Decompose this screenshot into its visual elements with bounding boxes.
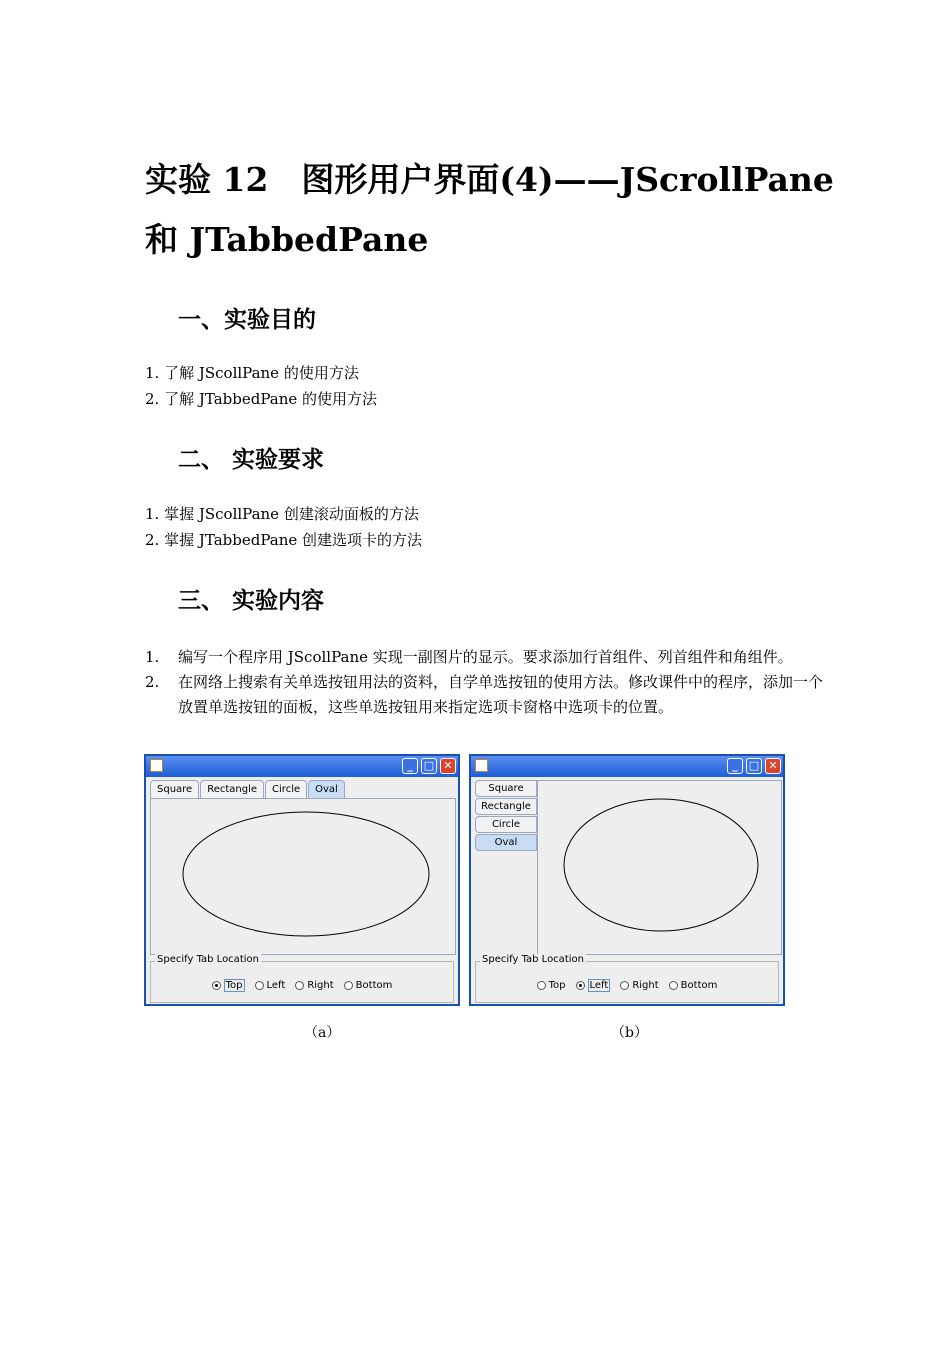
tab-square[interactable]: Square bbox=[150, 780, 199, 798]
list-item: 1. 了解 JScollPane 的使用方法 bbox=[145, 364, 359, 382]
radio-label: Top bbox=[225, 980, 243, 991]
content-list bbox=[145, 645, 825, 720]
tab-location-group bbox=[475, 954, 779, 1003]
tab-rectangle[interactable]: Rectangle bbox=[475, 798, 537, 815]
tab-strip bbox=[475, 780, 537, 852]
item-text: 在网络上搜索有关单选按钮用法的资料，自学单选按钮的使用方法。修改课件中的程序，添加一个放置单选按钮的面板，这些单选按钮用来指定选项卡窗格中选项卡的位置。 bbox=[178, 673, 824, 716]
list-item bbox=[145, 645, 825, 670]
figure-b-caption: （b） bbox=[611, 1025, 648, 1041]
oval-canvas bbox=[151, 799, 455, 954]
tab-content-panel bbox=[537, 780, 782, 955]
tab-rectangle[interactable]: Rectangle bbox=[200, 780, 264, 798]
tab-strip bbox=[150, 780, 346, 798]
document-title bbox=[145, 150, 835, 270]
radio-label: Right bbox=[632, 980, 659, 991]
tab-content-panel bbox=[150, 798, 456, 955]
radio-label: Left bbox=[589, 980, 609, 991]
radio-group bbox=[476, 979, 778, 992]
oval-canvas bbox=[538, 781, 781, 954]
window-titlebar bbox=[146, 756, 458, 777]
radio-bottom[interactable] bbox=[669, 979, 718, 992]
section-heading-content: 三、 实验内容 bbox=[178, 588, 325, 614]
close-button[interactable]: ✕ bbox=[765, 758, 781, 774]
radio-label: Left bbox=[266, 980, 286, 991]
radio-dot[interactable] bbox=[537, 981, 546, 990]
list-item: 2. 了解 JTabbedPane 的使用方法 bbox=[145, 390, 377, 408]
radio-dot[interactable] bbox=[620, 981, 629, 990]
java-app-icon bbox=[475, 759, 488, 772]
tab-location-group bbox=[150, 954, 454, 1003]
list-item: 2. 掌握 JTabbedPane 创建选项卡的方法 bbox=[145, 531, 422, 549]
radio-left[interactable] bbox=[576, 979, 611, 992]
requirements-list bbox=[145, 501, 422, 553]
close-button[interactable]: ✕ bbox=[440, 758, 456, 774]
tab-oval[interactable]: Oval bbox=[308, 780, 345, 798]
radio-dot[interactable] bbox=[669, 981, 678, 990]
radio-dot[interactable] bbox=[255, 981, 264, 990]
tab-circle[interactable]: Circle bbox=[265, 780, 307, 798]
purpose-list bbox=[145, 360, 377, 412]
title-line-2: 和 JTabbedPane bbox=[145, 220, 429, 259]
radio-bottom[interactable] bbox=[344, 979, 393, 992]
window-titlebar bbox=[471, 756, 783, 777]
radio-label: Right bbox=[307, 980, 334, 991]
figure-a-caption: （a） bbox=[304, 1025, 341, 1041]
radio-top[interactable] bbox=[212, 979, 245, 992]
radio-dot[interactable] bbox=[295, 981, 304, 990]
maximize-button[interactable]: □ bbox=[421, 758, 437, 774]
oval-shape bbox=[564, 799, 758, 931]
item-text: 编写一个程序用 JScollPane 实现一副图片的显示。要求添加行首组件、列首组件和角组件。 bbox=[178, 648, 793, 666]
radio-left[interactable] bbox=[255, 979, 286, 992]
radio-dot[interactable] bbox=[344, 981, 353, 990]
tab-square[interactable]: Square bbox=[475, 780, 537, 797]
list-item: 1. 掌握 JScollPane 创建滚动面板的方法 bbox=[145, 505, 419, 523]
radio-label: Top bbox=[548, 980, 566, 991]
tab-oval[interactable]: Oval bbox=[475, 834, 537, 851]
java-app-icon bbox=[150, 759, 163, 772]
minimize-button[interactable]: _ bbox=[402, 758, 418, 774]
radio-top[interactable] bbox=[537, 979, 566, 992]
radio-right[interactable] bbox=[295, 979, 333, 992]
group-label: Specify Tab Location bbox=[157, 954, 259, 965]
figure-a-window bbox=[144, 754, 460, 1006]
radio-dot[interactable] bbox=[576, 981, 585, 990]
section-heading-purpose: 一、实验目的 bbox=[178, 307, 316, 333]
minimize-button[interactable]: _ bbox=[727, 758, 743, 774]
figure-b-window bbox=[469, 754, 785, 1006]
item-number: 1. bbox=[145, 648, 160, 666]
radio-dot[interactable] bbox=[212, 981, 221, 990]
tab-circle[interactable]: Circle bbox=[475, 816, 537, 833]
oval-shape bbox=[183, 812, 429, 936]
maximize-button[interactable]: □ bbox=[746, 758, 762, 774]
radio-label: Bottom bbox=[355, 980, 393, 991]
section-heading-requirements: 二、 实验要求 bbox=[178, 447, 325, 473]
radio-right[interactable] bbox=[620, 979, 658, 992]
title-line-1: 实验 12 图形用户界面(4)——JScrollPane bbox=[145, 160, 834, 199]
item-number: 2. bbox=[145, 673, 160, 691]
group-label: Specify Tab Location bbox=[482, 954, 584, 965]
radio-label: Bottom bbox=[680, 980, 718, 991]
list-item bbox=[145, 670, 825, 720]
radio-group bbox=[151, 979, 453, 992]
